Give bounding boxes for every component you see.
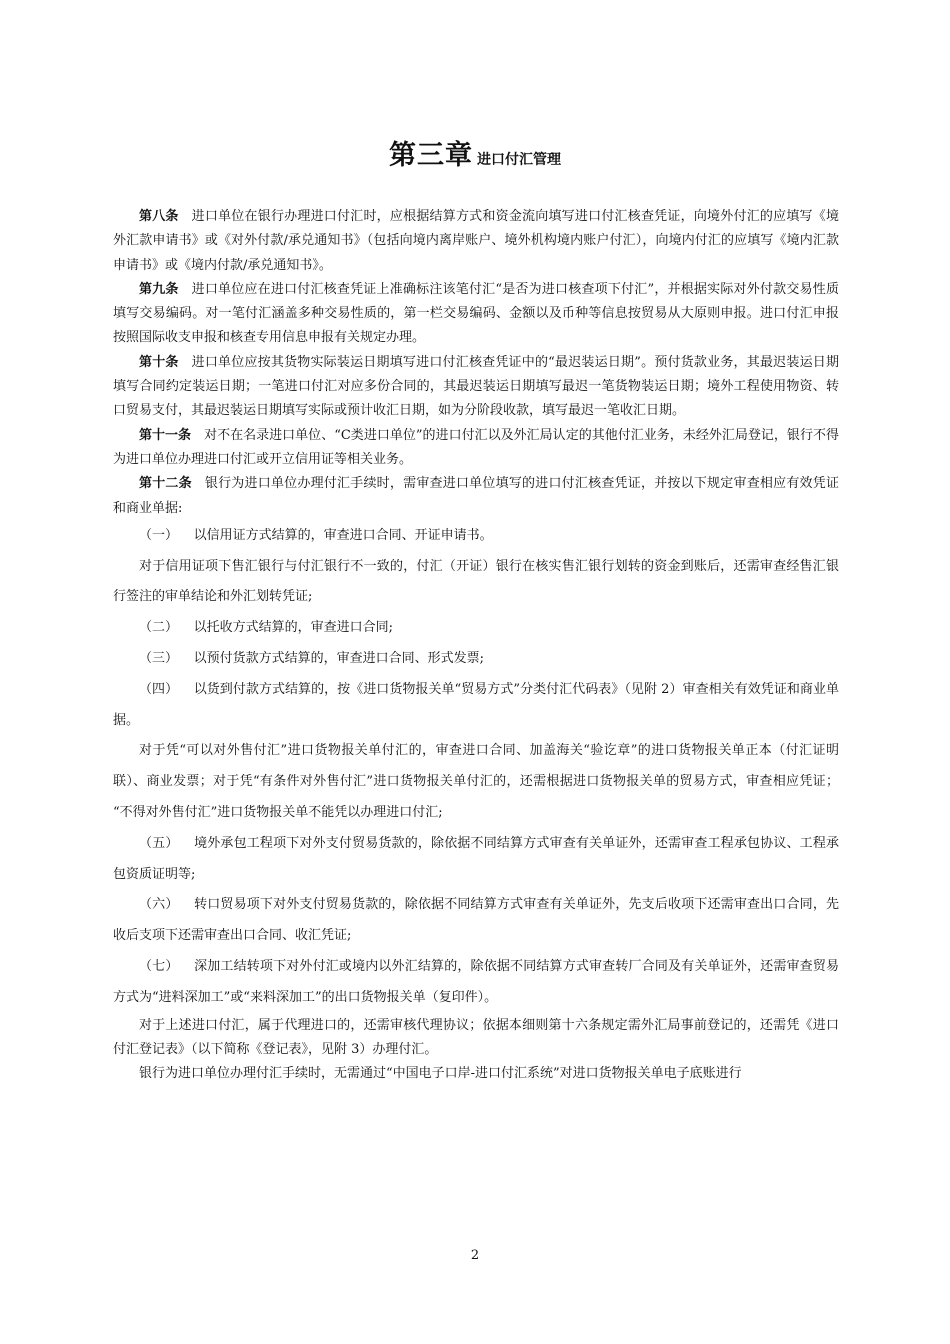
list-item-2 [113, 613, 839, 644]
article-text: 银行为进口单位办理付汇手续时，需审查进口单位填写的进口付汇核查凭证，并按以下规定审查相应有效凭证和商业单据: [113, 476, 839, 516]
article-12 [113, 472, 839, 521]
list-item-text: 境外承包工程项下对外支付贸易货款的，除依据不同结算方式审查有关单证外，还需审查工程承包协议、工程承包资质证明等; [113, 835, 839, 882]
article-text: 进口单位应按其货物实际装运日期填写进口付汇核查凭证中的“最迟装运日期”。预付货款业务，其最迟装运日期填写合同约定装运日期；一笔进口付汇对应多份合同的，其最迟装运日期填写最迟一笔货物装运日期；境外工程使用物资、转口贸易支付，其最迟装运日期填写实际或预计收汇日期，如为分阶段收款，填写最迟一笔收汇日期。 [113, 354, 839, 419]
article-label: 第九条 [139, 281, 179, 297]
paragraph-electronic-port: 银行为进口单位办理付汇手续时，无需通过“中国电子口岸-进口付汇系统”对进口货物报关单电子底账进行 [139, 1066, 742, 1082]
list-item-text: 深加工结转项下对外付汇或境内以外汇结算的，除依据不同结算方式审查转厂合同及有关单证外，还需审查贸易方式为“进料深加工”或“来料深加工”的出口货物报关单（复印件）。 [113, 959, 839, 1005]
article-text: 进口单位应在进口付汇核查凭证上准确标注该笔付汇“是否为进口核查项下付汇”，并根据实际对外付款交易性质填写交易编码。对一笔付汇涵盖多种交易性质的，第一栏交易编码、金额以及币种等信息按贸易从大原则申报。进口付汇申报按照国际收支申报和核查专用信息申报有关规定办理。 [113, 281, 839, 346]
list-item-number: （七） [139, 959, 179, 975]
list-item-number: （四） [139, 681, 179, 697]
list-item-text: 以托收方式结算的，审查进口合同; [193, 620, 393, 636]
list-item-7 [113, 952, 839, 1014]
paragraph-credit-letter: 对于信用证项下售汇银行与付汇银行不一致的，付汇（开证）银行在核实售汇银行划转的资金到账后，还需审查经售汇银行签注的审单结论和外汇划转凭证; [113, 558, 839, 605]
article-label: 第十二条 [139, 476, 192, 492]
list-item-6 [113, 890, 839, 952]
chapter-title-sub: 进口付汇管理 [477, 152, 561, 168]
list-item-3 [113, 644, 839, 675]
paragraph-agency-import: 对于上述进口付汇，属于代理进口的，还需审核代理协议；依据本细则第十六条规定需外汇局事前登记的，还需凭《进口付汇登记表》（以下简称《登记表》，见附 3）办理付汇。 [113, 1017, 839, 1057]
article-8 [113, 205, 839, 278]
list-item-text: 以预付货款方式结算的，审查进口合同、形式发票; [193, 651, 484, 667]
article-text: 进口单位在银行办理进口付汇时，应根据结算方式和资金流向填写进口付汇核查凭证，向境外付汇的应填写《境外汇款申请书》或《对外付款/承兑通知书》（包括向境内离岸账户、境外机构境内账户付汇），向境内付汇的应填写《境内汇款申请书》或《境内付款/承兑通知书》。 [113, 209, 839, 273]
list-item-4 [113, 675, 839, 737]
list-item-text: 以信用证方式结算的，审查进口合同、开证申请书。 [193, 527, 493, 543]
article-text: 对不在名录进口单位、“C类进口单位”的进口付汇以及外汇局认定的其他付汇业务，未经外汇局登记，银行不得为进口单位办理进口付汇或开立信用证等相关业务。 [113, 427, 839, 467]
list-item-5 [113, 829, 839, 891]
list-item-number: （一） [139, 527, 179, 543]
article-label: 第十一条 [139, 427, 192, 443]
article-9 [113, 278, 839, 351]
paragraph-customs-declaration: 对于凭“可以对外售付汇”进口货物报关单付汇的，审查进口合同、加盖海关“验讫章”的进口货物报关单正本（付汇证明联）、商业发票；对于凭“有条件对外售付汇”进口货物报关单付汇的，还需根据进口货物报关单的贸易方式，审查相应凭证； “不得对外售付汇”进口货物报关单不能凭以办理进口付汇; [113, 743, 839, 821]
article-label: 第十条 [139, 354, 179, 370]
article-label: 第八条 [139, 209, 179, 224]
page-number: 2 [470, 1248, 480, 1263]
list-item-number: （二） [139, 620, 179, 636]
chapter-title [0, 133, 950, 172]
list-item-number: （三） [139, 651, 179, 667]
list-item-1 [113, 521, 839, 552]
list-item-number: （六） [139, 897, 179, 913]
list-item-text: 以货到付款方式结算的，按《进口货物报关单“贸易方式”分类付汇代码表》（见附 2）审查相关有效凭证和商业单据。 [113, 681, 839, 728]
article-11 [113, 424, 839, 473]
list-item-text: 转口贸易项下对外支付贸易货款的，除依据不同结算方式审查有关单证外，先支后收项下还需审查出口合同，先收后支项下还需审查出口合同、收汇凭证; [113, 897, 839, 944]
chapter-title-main: 第三章 [389, 140, 473, 171]
list-item-number: （五） [139, 835, 179, 851]
article-10 [113, 351, 839, 424]
document-body [113, 205, 839, 1087]
